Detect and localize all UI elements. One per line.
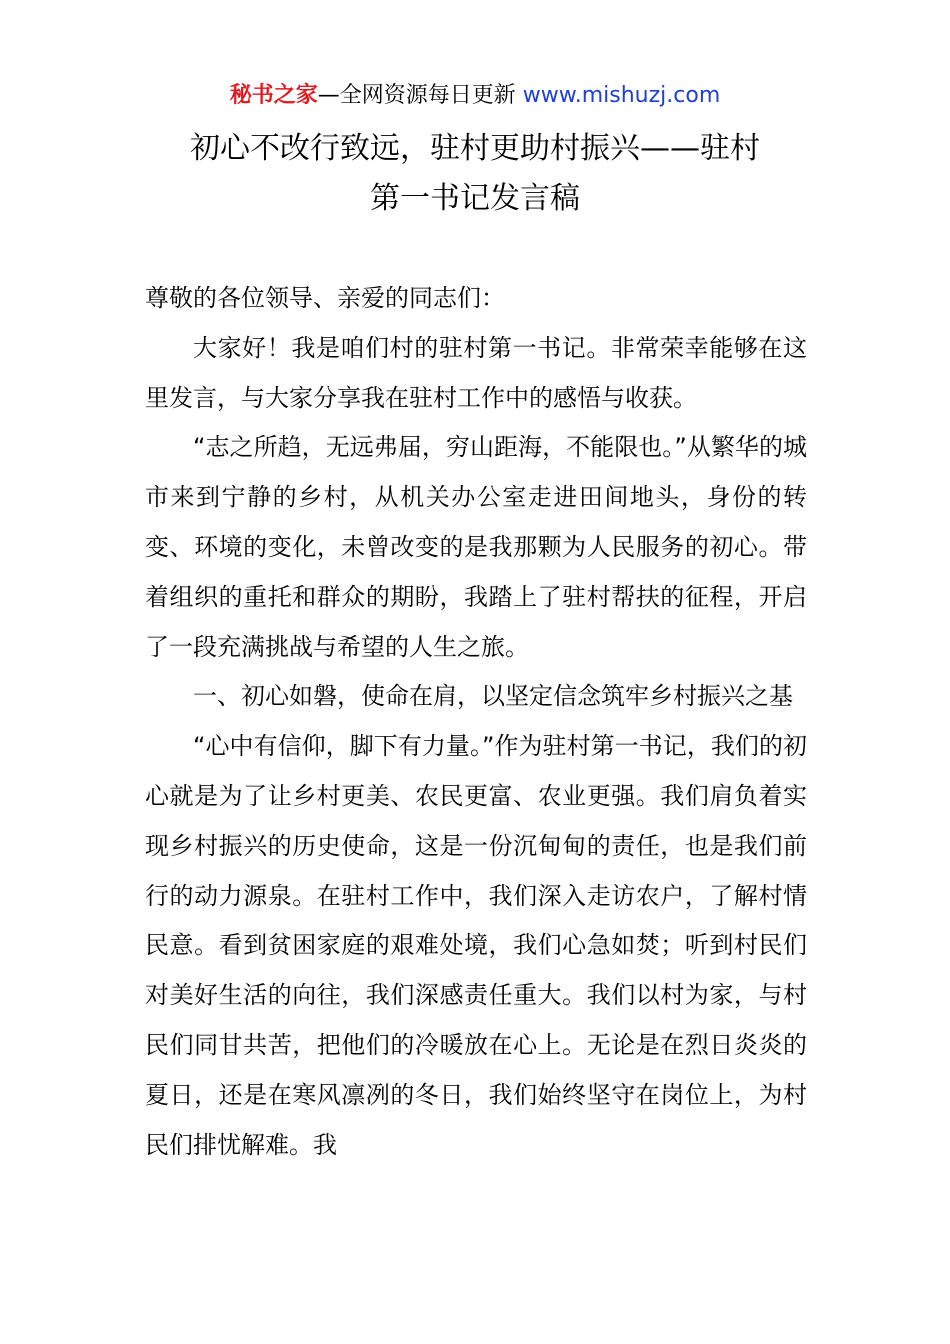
site-header-banner xyxy=(0,80,950,112)
paragraph-greeting: 大家好！我是咱们村的驻村第一书记。非常荣幸能够在这里发言，与大家分享我在驻村工作中的感悟与收获。 xyxy=(145,333,807,412)
paragraph-section-1: “心中有信仰，脚下有力量。”作为驻村第一书记，我们的初心就是为了让乡村更美、农民更富、农业更强。我们肩负着实现乡村振兴的历史使命，这是一份沉甸甸的责任，也是我们前行的动力源泉。在驻村工作中，我们深入走访农户，了解村情民意。看到贫困家庭的艰难处境，我们心急如焚；听到村民们对美好生活的向往，我们深感责任重大。我们以村为家，与村民们同甘共苦，把他们的冷暖放在心上。无论是在烈日炎炎的夏日，还是在寒风凛冽的冬日，我们始终坚守在岗位上，为村民们排忧解难。我 xyxy=(145,732,807,1159)
site-tagline: —全网资源每日更新 xyxy=(317,83,516,108)
document-title-line-1: 初心不改行致远，驻村更助村振兴——驻村 xyxy=(190,131,760,166)
section-heading-1: 一、初心如磐，使命在肩，以坚定信念筑牢乡村振兴之基 xyxy=(193,682,793,711)
document-title-line-2: 第一书记发言稿 xyxy=(370,181,580,216)
document-title xyxy=(145,124,805,224)
paragraph-intro: “志之所趋，无远弗届，穷山距海，不能限也。”从繁华的城市来到宁静的乡村，从机关办公室走进田间地头，身份的转变、环境的变化，未曾改变的是我那颗为人民服务的初心。带着组织的重托和群众的期盼，我踏上了驻村帮扶的征程，开启了一段充满挑战与希望的人生之旅。 xyxy=(145,433,807,661)
site-brand: 秘书之家 xyxy=(229,83,318,108)
site-url-link[interactable]: www.mishuzj.com xyxy=(522,83,721,108)
salutation: 尊敬的各位领导、亲爱的同志们： xyxy=(145,284,505,312)
document-body xyxy=(145,274,807,1170)
